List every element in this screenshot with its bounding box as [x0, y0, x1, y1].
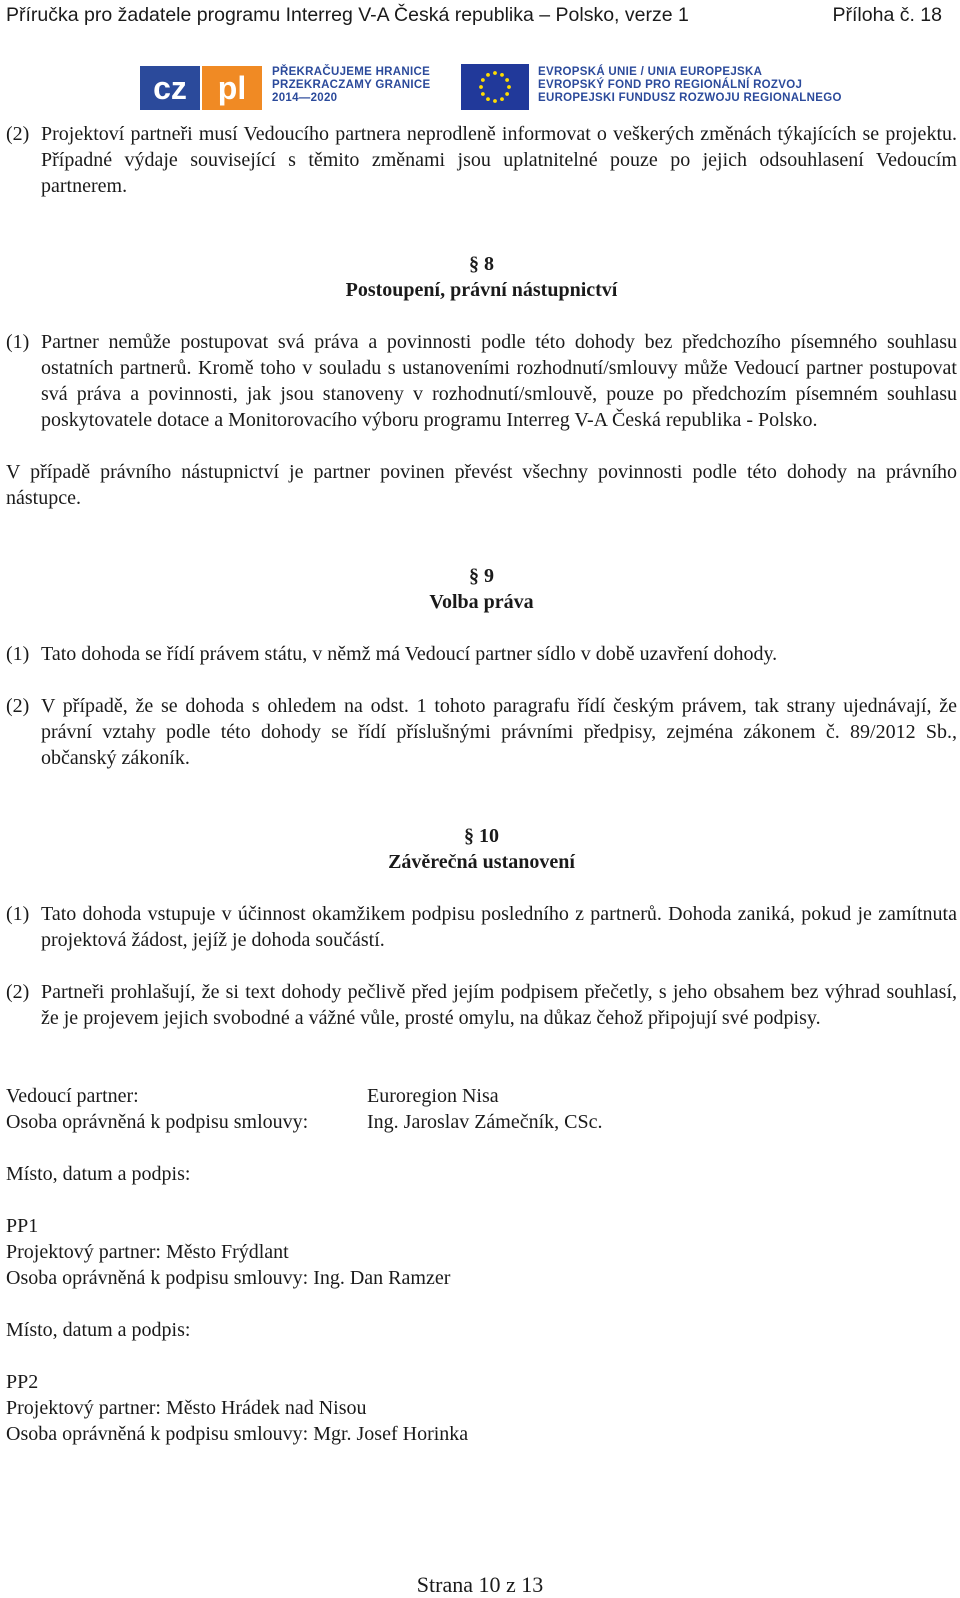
section-8-title: Postoupení, právní nástupnictví [345, 279, 618, 301]
paragraph-number: (1) [6, 643, 30, 665]
section-10-paragraph-1 [6, 901, 957, 953]
paragraph-text: V případě, že se dohoda s ohledem na odst. 1 tohoto paragrafu řídí českým právem, tak strany ujednávají, že právní vztahy podle této dohody se řídí příslušnými právními předpisy, zejména zákonem č. 89/2012 Sb., občanský zákoník. [41, 695, 957, 769]
pp2-partner: Projektový partner: Město Hrádek nad Nisou [6, 1397, 367, 1419]
paragraph-number: (1) [6, 903, 30, 925]
paragraph-text: Partneři prohlašují, že si text dohody pečlivě před jejím podpisem přečetly, s jeho obsahem bez výhrad souhlasí, že je projevem jejich svobodné a vážné vůle, prosté omylu, na důkaz čehož připojují své podpisy. [41, 981, 957, 1029]
paragraph-number: (1) [6, 331, 30, 353]
czpl-line-1: PŘEKRAČUJEME HRANICE [272, 66, 431, 78]
lead-partner-row [6, 1083, 957, 1109]
czpl-logo-text [272, 66, 431, 105]
lead-person-label: Osoba oprávněná k podpisu smlouvy: [6, 1111, 309, 1133]
pp1-partner: Projektový partner: Město Frýdlant [6, 1241, 289, 1263]
eu-logo-text [538, 66, 842, 105]
czpl-mark-cz: cz [153, 70, 187, 106]
eu-line-2: EVROPSKÝ FOND PRO REGIONÁLNÍ ROZVOJ [538, 79, 803, 91]
lead-partner-value: Euroregion Nisa [367, 1085, 499, 1107]
paragraph-prev-2 [6, 121, 957, 199]
eu-line-3: EUROPEJSKI FUNDUSZ ROZWOJU REGIONALNEGO [538, 92, 842, 104]
eu-star [479, 85, 483, 89]
eu-flag-icon [461, 64, 529, 110]
eu-star [500, 73, 504, 77]
lead-person-value: Ing. Jaroslav Zámečník, CSc. [367, 1111, 603, 1133]
section-10-paragraph-2 [6, 979, 957, 1031]
paragraph-text: Partner nemůže postupovat svá práva a povinnosti podle této dohody bez předchozího písemného souhlasu ostatních partnerů. Kromě toho v souladu s ustanoveními rozhodnutí/smlouvy může Vedoucí partner postupovat svá práva a povinnosti, jak jsou stanoveny v rozhodnutí/smlouvě, pouze po předchozím písemném souhlasu poskytovatele dotace a Monitorovacího výboru programu Interreg V-A Česká republika - Polsko. [41, 331, 957, 431]
section-8-number: § 8 [469, 253, 494, 275]
section-10-title: Závěrečná ustanovení [388, 851, 575, 873]
czpl-logo [140, 64, 262, 112]
eu-star [481, 78, 485, 82]
page-header [6, 2, 942, 28]
page-number: Strana 10 z 13 [416, 1572, 544, 1597]
eu-star [507, 85, 511, 89]
header-title: Příručka pro žadatele programu Interreg V-A Česká republika – Polsko, verze 1 [6, 4, 689, 26]
eu-star [481, 92, 485, 96]
document-body [6, 121, 957, 1447]
lead-partner-label: Vedoucí partner: [6, 1085, 139, 1107]
section-9-title: Volba práva [429, 591, 534, 613]
czpl-mark-pl: pl [217, 70, 247, 106]
logo-bar [0, 64, 960, 114]
czpl-years: 2014—2020 [272, 92, 338, 104]
pp2-id: PP2 [6, 1371, 39, 1393]
section-9-paragraph-2 [6, 693, 957, 771]
eu-star [500, 97, 504, 101]
section-10-number: § 10 [464, 825, 499, 847]
eu-star [486, 97, 490, 101]
lead-person-row [6, 1109, 957, 1135]
eu-star [505, 78, 509, 82]
paragraph-text: Projektoví partneři musí Vedoucího partnera neprodleně informovat o veškerých změnách týkajících se projektu. Případné výdaje související s těmito změnami jsou uplatnitelné pouze po jejich odsouhlasení Vedoucím partnerem. [41, 123, 957, 197]
eu-line-1: EVROPSKÁ UNIE / UNIA EUROPEJSKA [538, 66, 763, 78]
paragraph-number: (2) [6, 695, 30, 717]
signature-place-1: Místo, datum a podpis: [6, 1163, 191, 1185]
section-8-paragraph-1 [6, 329, 957, 433]
header-attachment: Příloha č. 18 [832, 4, 942, 26]
paragraph-number: (2) [6, 123, 30, 145]
section-9-number: § 9 [469, 565, 494, 587]
eu-star [505, 92, 509, 96]
paragraph-text: Tato dohoda se řídí právem státu, v němž má Vedoucí partner sídlo v době uzavření dohody. [41, 643, 778, 665]
pp1-person: Osoba oprávněná k podpisu smlouvy: Ing. Dan Ramzer [6, 1267, 451, 1289]
paragraph-text: Tato dohoda vstupuje v účinnost okamžikem podpisu posledního z partnerů. Dohoda zaniká, pokud je zamítnuta projektová žádost, jejíž je dohoda součástí. [41, 903, 957, 951]
eu-star [493, 99, 497, 103]
signature-block [6, 1083, 957, 1447]
paragraph-number: (2) [6, 981, 30, 1003]
signature-place-2: Místo, datum a podpis: [6, 1319, 191, 1341]
pp2-person: Osoba oprávněná k podpisu smlouvy: Mgr. Josef Horinka [6, 1423, 469, 1445]
eu-star [493, 71, 497, 75]
section-9-paragraph-1 [6, 641, 957, 667]
section-8-paragraph-2: V případě právního nástupnictví je partner povinen převést všechny povinnosti podle této dohody na právního nástupce. [6, 461, 957, 509]
pp1-id: PP1 [6, 1215, 39, 1237]
eu-star [486, 73, 490, 77]
czpl-line-2: PRZEKRACZAMY GRANICE [272, 79, 431, 91]
